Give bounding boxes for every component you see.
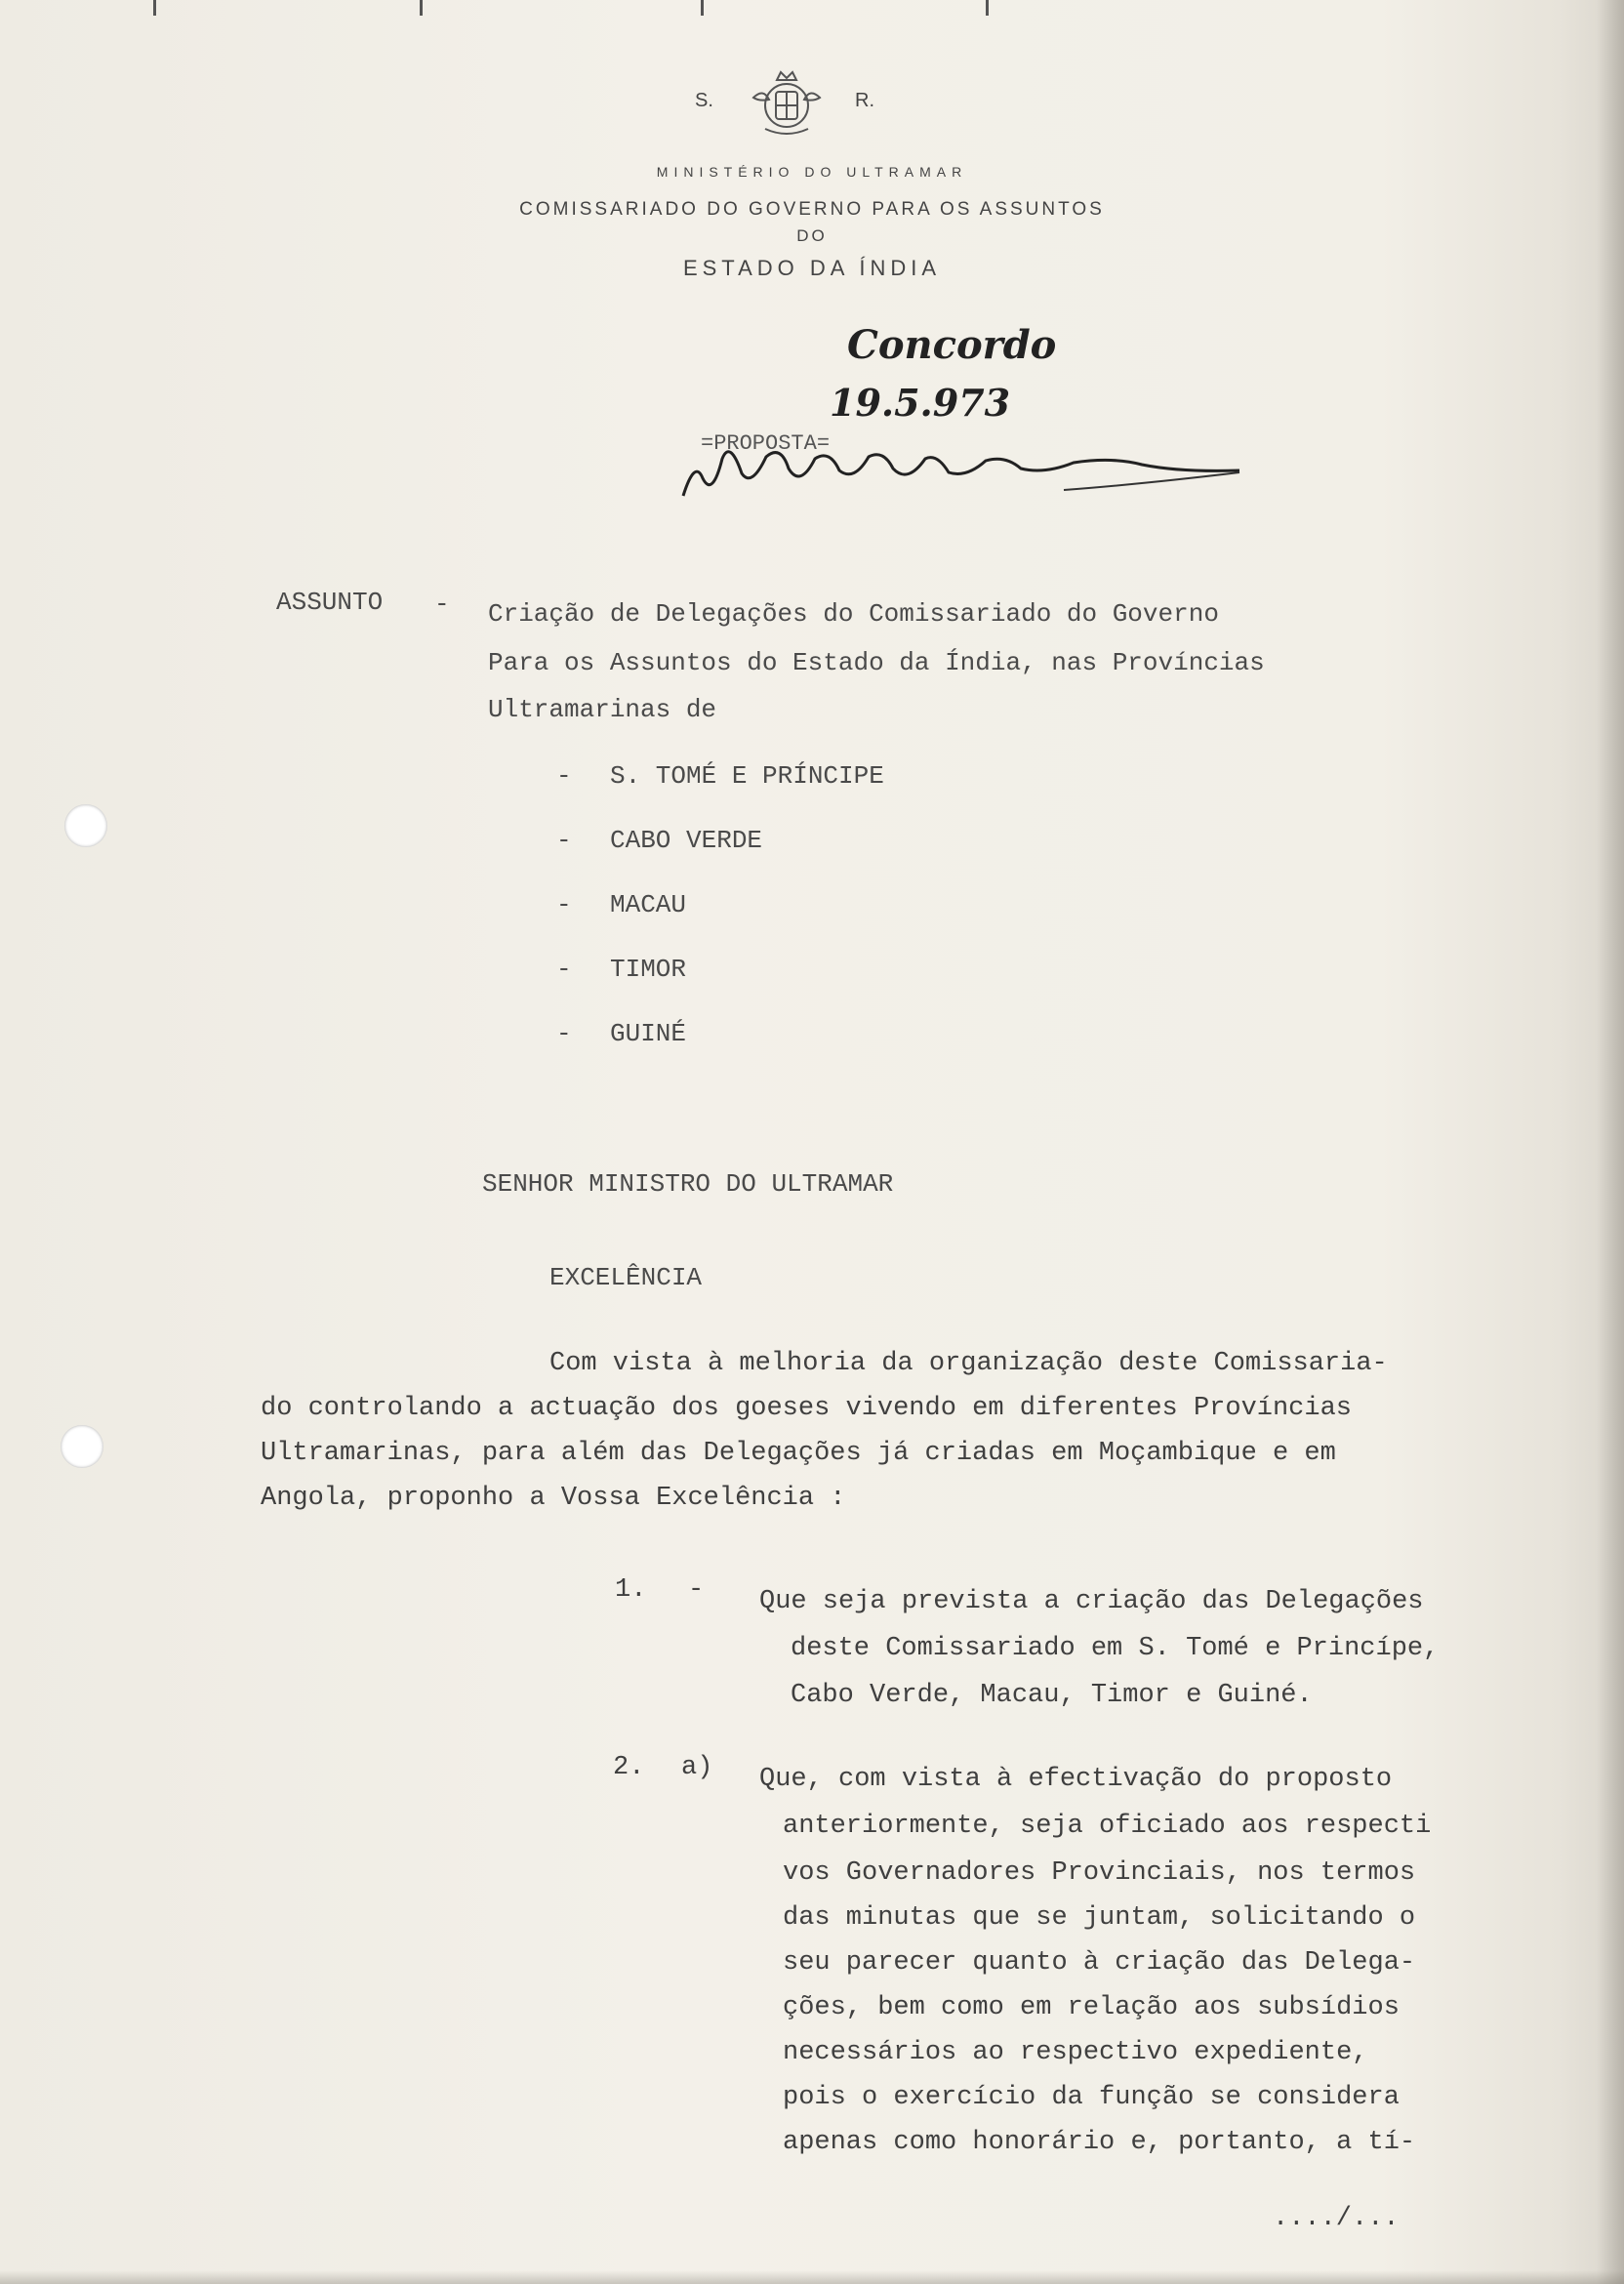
point2-line: apenas como honorário e, portanto, a tí- (783, 2128, 1416, 2157)
assunto-dash: - (434, 590, 450, 619)
salutation: SENHOR MINISTRO DO ULTRAMAR (482, 1169, 894, 1199)
province-item: GUINÉ (610, 1019, 687, 1048)
point1-line: Que seja prevista a criação das Delegações (759, 1587, 1424, 1616)
point2-line: vos Governadores Provinciais, nos termos (783, 1858, 1416, 1888)
ministry-title: MINISTÉRIO DO ULTRAMAR (656, 164, 968, 180)
point2-line: Que, com vista à efectivação do proposto (759, 1765, 1393, 1794)
assunto-line: Criação de Delegações do Comissariado do Governo (488, 599, 1219, 629)
assunto-line: Para os Assuntos do Estado da Índia, nas Províncias (488, 648, 1265, 677)
excelencia: EXCELÊNCIA (549, 1263, 703, 1292)
page-bottom-shadow (0, 2270, 1624, 2284)
point2-number: 2. (613, 1753, 645, 1782)
proposta-title: =PROPOSTA= (701, 431, 831, 456)
punch-hole-bottom (61, 1425, 103, 1468)
province-item: MACAU (610, 890, 687, 919)
point2-line: seu parecer quanto à criação das Delega- (783, 1948, 1416, 1978)
point1-dash: - (688, 1575, 705, 1605)
handwritten-signature (673, 420, 1259, 508)
commissariat-do: DO (796, 226, 828, 245)
handwritten-date: 19.5.973 (830, 381, 1011, 425)
intro-line: Angola, proponho a Vossa Excelência : (261, 1484, 846, 1513)
coat-of-arms-emblem (740, 68, 833, 141)
point2-line: necessários ao respectivo expediente, (783, 2038, 1368, 2067)
point2-line: das minutas que se juntam, solicitando o (783, 1903, 1416, 1933)
point2-line: anteriormente, seja oficiado aos respecti (783, 1812, 1432, 1841)
point1-line: deste Comissariado em S. Tomé e Princípe, (791, 1634, 1440, 1663)
point1-line: Cabo Verde, Macau, Timor e Guiné. (791, 1681, 1313, 1710)
intro-line: do controlando a actuação dos goeses vivendo em diferentes Províncias (261, 1394, 1352, 1423)
punch-hole-top (64, 804, 107, 847)
point2-line: pois o exercício da função se considera (783, 2083, 1400, 2112)
province-dash: - (556, 1019, 572, 1048)
province-item: S. TOMÉ E PRÍNCIPE (610, 761, 884, 791)
header-letter-r: R. (855, 90, 874, 111)
province-dash: - (556, 761, 572, 791)
province-dash: - (556, 955, 572, 984)
handwritten-approval: Concordo (847, 322, 1057, 368)
province-item: CABO VERDE (610, 826, 763, 855)
assunto-label: ASSUNTO (276, 588, 384, 617)
assunto-line: Ultramarinas de (488, 695, 717, 724)
continuation-mark: ..../... (1273, 2204, 1400, 2233)
province-item: TIMOR (610, 955, 687, 984)
commissariat-title: COMISSARIADO DO GOVERNO PARA OS ASSUNTOS (519, 199, 1105, 220)
page-edge-shadow (1597, 0, 1624, 2284)
point2-line: ções, bem como em relação aos subsídios (783, 1993, 1400, 2022)
point1-number: 1. (615, 1575, 647, 1605)
state-title: ESTADO DA ÍNDIA (682, 256, 942, 280)
point2-sub: a) (681, 1753, 713, 1782)
intro-line: Ultramarinas, para além das Delegações já criadas em Moçambique e em (261, 1439, 1336, 1468)
province-dash: - (556, 826, 572, 855)
intro-line: Com vista à melhoria da organização deste Comissaria- (549, 1349, 1388, 1378)
province-dash: - (556, 890, 572, 919)
header-letter-s: S. (695, 90, 713, 111)
